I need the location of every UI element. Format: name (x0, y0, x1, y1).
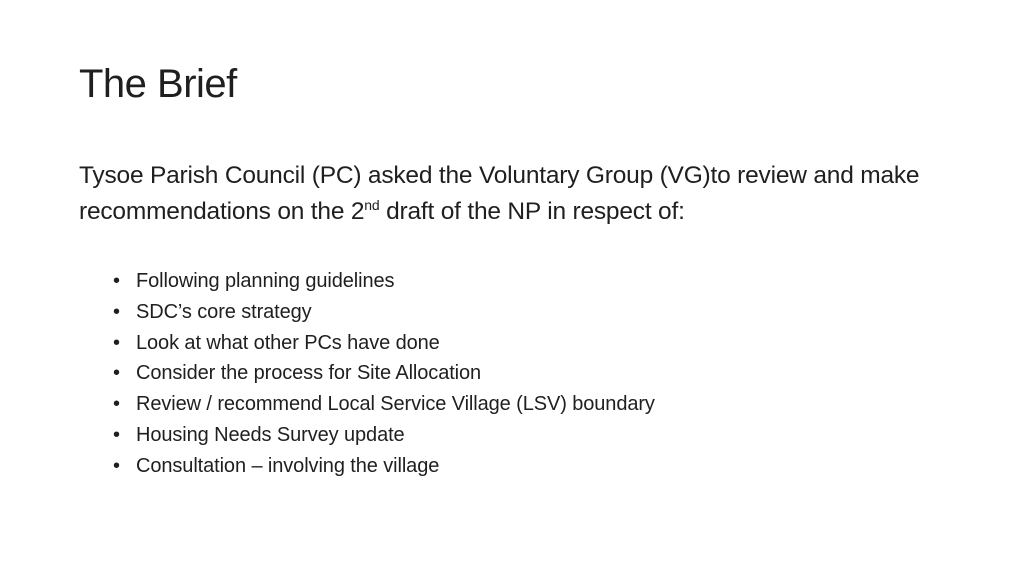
bullet-dot-icon: • (113, 300, 120, 323)
intro-text-part2: draft of the NP in respect of: (379, 198, 685, 225)
bullet-dot-icon: • (113, 362, 120, 385)
intro-text-part1: Tysoe Parish Council (PC) asked the Voluntary Group (VG)to review and make recommendations on the 2 (79, 162, 920, 225)
bullet-text: Housing Needs Survey update (136, 423, 405, 446)
bullet-dot-icon: • (113, 454, 120, 477)
intro-paragraph (79, 158, 979, 230)
bullet-item (113, 266, 655, 297)
bullet-dot-icon: • (113, 393, 120, 416)
bullet-dot-icon: • (113, 423, 120, 446)
bullet-text: Consider the process for Site Allocation (136, 362, 482, 385)
bullet-item (113, 358, 655, 389)
bullet-item (113, 328, 655, 359)
bullet-text: Review / recommend Local Service Village (LSV) boundary (136, 393, 655, 416)
slide-title: The Brief (79, 62, 237, 106)
bullet-text: Look at what other PCs have done (136, 331, 440, 354)
bullet-text: Following planning guidelines (136, 270, 395, 292)
bullet-dot-icon: • (113, 270, 120, 292)
bullet-item (113, 389, 655, 420)
intro-superscript: nd (364, 196, 380, 213)
bullet-text: Consultation – involving the village (136, 454, 440, 477)
bullet-text: SDC’s core strategy (136, 300, 312, 323)
bullet-item (113, 451, 655, 482)
bullet-item (113, 420, 655, 451)
bullet-dot-icon: • (113, 331, 120, 354)
bullet-item (113, 297, 655, 328)
bullet-list (113, 266, 655, 482)
